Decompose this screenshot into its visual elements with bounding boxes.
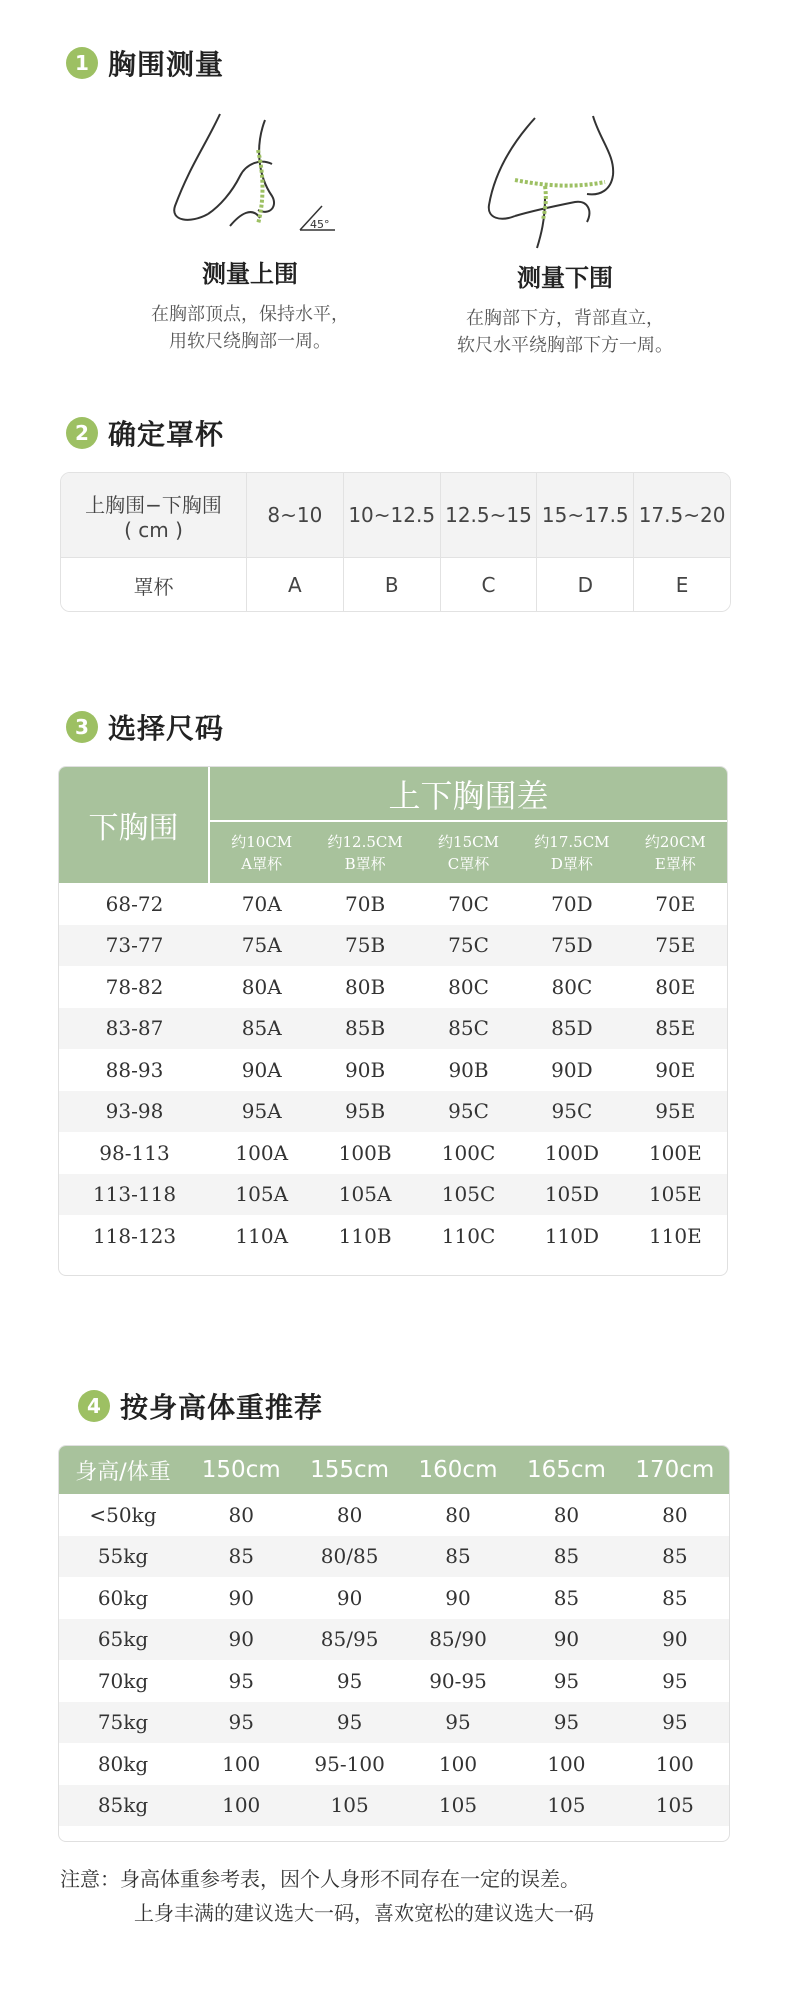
- cup-table: [60, 472, 731, 612]
- bra-size: 70B: [345, 891, 386, 916]
- cup-range: 15~17.5: [536, 473, 633, 557]
- measure-lower-desc: [420, 305, 710, 359]
- recommended-size: 85/95: [320, 1627, 379, 1652]
- table-row: [59, 1785, 729, 1827]
- subheader-cup: B罩杯: [344, 854, 386, 873]
- weight-table-body: [59, 1494, 729, 1826]
- subheader-cup: C罩杯: [447, 854, 490, 873]
- section-label: 胸围测量: [108, 48, 225, 81]
- bra-size: 90E: [655, 1057, 696, 1082]
- recommended-size: 105: [547, 1793, 586, 1818]
- recommended-size: 95: [553, 1668, 580, 1693]
- bra-size: 70E: [655, 891, 696, 916]
- under-bust-header: 下胸围: [59, 767, 210, 883]
- bra-size: 105C: [441, 1182, 496, 1207]
- table-row: [59, 1132, 727, 1174]
- recommended-size: 100: [547, 1751, 586, 1776]
- bra-size: 105E: [648, 1182, 702, 1207]
- under-bust-range: 83-87: [105, 1016, 164, 1041]
- recommended-size: 100: [222, 1751, 261, 1776]
- weight-label: 55kg: [97, 1544, 149, 1569]
- measure-lower: [420, 110, 710, 359]
- bra-size: 110E: [648, 1223, 702, 1248]
- cup-header-line1: 上胸围−下胸围: [85, 492, 222, 517]
- bra-size: 95A: [241, 1099, 282, 1124]
- angle-label: 45°: [310, 218, 330, 231]
- measure-upper-title: 测量上围: [202, 260, 298, 288]
- recommended-size: 80/85: [320, 1544, 379, 1569]
- table-row: [59, 1577, 729, 1619]
- weight-table: [58, 1445, 730, 1842]
- subheader-diff: 约17.5CM: [534, 832, 610, 851]
- recommended-size: 95: [336, 1668, 363, 1693]
- cup-subheader: [313, 822, 416, 883]
- recommended-size: 105: [330, 1793, 369, 1818]
- recommended-size: 95: [662, 1710, 688, 1735]
- subheader-cup: E罩杯: [654, 854, 696, 873]
- measure-lower-line1: 在胸部下方，背部直立，: [466, 308, 664, 329]
- table-row: [59, 1702, 729, 1744]
- height-header: 165cm: [526, 1457, 606, 1483]
- subheader-cup: A罩杯: [241, 854, 283, 873]
- section-label: 按身高体重推荐: [120, 1391, 324, 1424]
- bra-size: 85C: [448, 1016, 489, 1041]
- cup-range: 8~10: [246, 473, 343, 557]
- note-line2: 上身丰满的建议选大一码，喜欢宽松的建议选大一码: [134, 1901, 594, 1925]
- subheader-cup: D罩杯: [550, 854, 593, 873]
- table-row: [59, 925, 727, 967]
- under-bust-range: 68-72: [105, 891, 164, 916]
- note-line1: 注意：身高体重参考表，因个人身形不同存在一定的误差。: [60, 1867, 580, 1891]
- under-bust-illustration: [475, 110, 655, 250]
- table-row: [59, 1536, 729, 1578]
- height-header: 160cm: [418, 1457, 498, 1483]
- bra-size: 85B: [345, 1016, 386, 1041]
- section-number: 2: [66, 417, 98, 449]
- weight-label: 80kg: [97, 1751, 149, 1776]
- recommended-size: 105: [655, 1793, 694, 1818]
- bra-size: 100A: [235, 1140, 289, 1165]
- cup-range: 17.5~20: [633, 473, 730, 557]
- recommended-size: 90: [336, 1585, 363, 1610]
- table-row: [59, 1049, 727, 1091]
- bra-size: 90A: [241, 1057, 282, 1082]
- bra-size: 95E: [655, 1099, 696, 1124]
- bra-size: 70A: [241, 891, 282, 916]
- recommended-size: 95: [553, 1710, 580, 1735]
- bra-size: 70D: [551, 891, 593, 916]
- recommended-size: 95-100: [314, 1751, 385, 1776]
- bra-size: 110A: [235, 1223, 289, 1248]
- under-bust-range: 93-98: [105, 1099, 164, 1124]
- cup-range: 12.5~15: [440, 473, 537, 557]
- recommended-size: 85: [553, 1544, 580, 1569]
- recommended-size: 80: [662, 1502, 688, 1527]
- cup-range: 10~12.5: [343, 473, 440, 557]
- bra-size: 100B: [338, 1140, 392, 1165]
- under-bust-range: 88-93: [105, 1057, 164, 1082]
- table-row: [59, 1494, 729, 1536]
- bra-size: 100D: [544, 1140, 600, 1165]
- bra-size: 80B: [345, 974, 386, 999]
- bra-size: 85A: [241, 1016, 282, 1041]
- subheader-diff: 约12.5CM: [327, 832, 403, 851]
- recommended-size: 80: [336, 1502, 363, 1527]
- bra-size: 100E: [648, 1140, 702, 1165]
- table-row: [59, 1215, 727, 1257]
- subheader-diff: 约10CM: [231, 832, 293, 851]
- weight-label: 70kg: [97, 1668, 149, 1693]
- cup-table-body-row: [61, 557, 730, 612]
- table-row: [59, 1174, 727, 1216]
- measure-lower-line2: 软尺水平绕胸部下方一周。: [457, 335, 673, 356]
- bra-size: 80C: [551, 974, 593, 999]
- bra-size: 90B: [345, 1057, 386, 1082]
- bra-size: 110B: [338, 1223, 392, 1248]
- bra-size: 75C: [448, 933, 489, 958]
- measure-lower-title: 测量下围: [517, 264, 613, 292]
- weight-table-header: [59, 1446, 729, 1494]
- recommended-size: 95: [662, 1668, 688, 1693]
- bra-size: 100C: [441, 1140, 496, 1165]
- cup-header-line2: ( cm ): [124, 517, 183, 542]
- bra-size: 110D: [544, 1223, 600, 1248]
- table-row: [59, 1743, 729, 1785]
- section-label: 选择尺码: [108, 712, 225, 745]
- measure-upper-line1: 在胸部顶点，保持水平，: [151, 304, 349, 325]
- size-table-body: [59, 883, 727, 1257]
- upper-bust-illustration: [160, 106, 340, 246]
- subheader-diff: 约15CM: [438, 832, 499, 851]
- cup-letter: A: [246, 558, 343, 612]
- weight-label: <50kg: [89, 1502, 157, 1527]
- bra-size: 85D: [551, 1016, 593, 1041]
- cup-letter: B: [343, 558, 440, 612]
- bust-difference-header: 上下胸围差: [210, 767, 727, 822]
- height-header: 170cm: [635, 1457, 715, 1483]
- recommended-size: 95: [445, 1710, 471, 1735]
- height-weight-header: 身高/体重: [75, 1459, 171, 1485]
- bra-size: 105D: [544, 1182, 600, 1207]
- weight-label: 85kg: [97, 1793, 149, 1818]
- weight-label: 75kg: [97, 1710, 149, 1735]
- cup-subheader: [417, 822, 520, 883]
- size-table-header: [59, 767, 727, 883]
- recommended-size: 100: [655, 1751, 694, 1776]
- bra-size: 75E: [655, 933, 696, 958]
- height-header: 150cm: [201, 1457, 281, 1483]
- table-row: [59, 1008, 727, 1050]
- recommended-size: 85: [553, 1585, 580, 1610]
- table-row: [59, 1091, 727, 1133]
- cup-subheader: [520, 822, 623, 883]
- bra-size: 90D: [551, 1057, 593, 1082]
- cup-letter: D: [536, 558, 633, 612]
- recommended-size: 90: [445, 1585, 471, 1610]
- bra-size: 105A: [235, 1182, 289, 1207]
- recommended-size: 100: [222, 1793, 261, 1818]
- bra-size: 90B: [448, 1057, 489, 1082]
- recommended-size: 85: [228, 1544, 254, 1569]
- bra-size: 80A: [241, 974, 282, 999]
- recommended-size: 90-95: [429, 1668, 487, 1693]
- recommended-size: 95: [336, 1710, 363, 1735]
- table-row: [59, 1660, 729, 1702]
- under-bust-range: 98-113: [99, 1140, 170, 1165]
- under-bust-range: 118-123: [92, 1223, 177, 1248]
- recommended-size: 85/90: [429, 1627, 487, 1652]
- under-bust-range: 73-77: [105, 933, 164, 958]
- bra-size: 95C: [448, 1099, 489, 1124]
- section-title-weight: [78, 1386, 323, 1426]
- recommended-size: 90: [228, 1585, 254, 1610]
- recommended-size: 80: [445, 1502, 471, 1527]
- measure-upper-line2: 用软尺绕胸部一周。: [169, 331, 331, 352]
- weight-label: 65kg: [97, 1627, 149, 1652]
- cup-subheaders: [210, 822, 727, 883]
- bra-size: 75B: [345, 933, 386, 958]
- recommended-size: 90: [662, 1627, 688, 1652]
- under-bust-range: 113-118: [92, 1182, 177, 1207]
- section-number: 1: [66, 47, 98, 79]
- section-number: 4: [78, 1390, 110, 1422]
- note: [60, 1862, 760, 1930]
- bra-size: 80C: [448, 974, 489, 999]
- weight-label: 60kg: [97, 1585, 149, 1610]
- cup-subheader: [210, 822, 313, 883]
- size-table: [58, 766, 728, 1276]
- cup-letter: E: [633, 558, 730, 612]
- section-title-cup: [66, 413, 224, 453]
- recommended-size: 85: [662, 1544, 688, 1569]
- bra-size: 85E: [655, 1016, 696, 1041]
- section-title-measure: [66, 43, 224, 83]
- bra-size: 95C: [551, 1099, 593, 1124]
- table-row: [59, 1619, 729, 1661]
- cup-subheader: [624, 822, 727, 883]
- recommended-size: 80: [228, 1502, 254, 1527]
- subheader-diff: 约20CM: [644, 832, 706, 851]
- cup-table-header-label: [61, 473, 246, 557]
- under-bust-range: 78-82: [105, 974, 164, 999]
- bra-size: 80E: [655, 974, 696, 999]
- bra-size: 75A: [241, 933, 282, 958]
- recommended-size: 95: [228, 1668, 254, 1693]
- recommended-size: 90: [228, 1627, 254, 1652]
- cup-letter: C: [440, 558, 537, 612]
- recommended-size: 85: [445, 1544, 471, 1569]
- section-label: 确定罩杯: [108, 418, 225, 451]
- section-number: 3: [66, 711, 98, 743]
- bra-size: 105A: [338, 1182, 392, 1207]
- recommended-size: 100: [438, 1751, 478, 1776]
- recommended-size: 90: [553, 1627, 580, 1652]
- recommended-size: 105: [438, 1793, 478, 1818]
- height-header: 155cm: [310, 1457, 390, 1483]
- bra-size: 110C: [441, 1223, 496, 1248]
- table-row: [59, 966, 727, 1008]
- bra-size: 70C: [448, 891, 489, 916]
- bra-size: 95B: [345, 1099, 386, 1124]
- cup-table-header-row: [61, 473, 730, 557]
- measure-upper-desc: [120, 301, 380, 355]
- bra-size: 75D: [551, 933, 593, 958]
- recommended-size: 80: [553, 1502, 580, 1527]
- measure-upper: [120, 106, 380, 355]
- section-title-size: [66, 707, 224, 747]
- recommended-size: 95: [228, 1710, 254, 1735]
- recommended-size: 85: [662, 1585, 688, 1610]
- cup-row-label: 罩杯: [133, 574, 174, 599]
- table-row: [59, 883, 727, 925]
